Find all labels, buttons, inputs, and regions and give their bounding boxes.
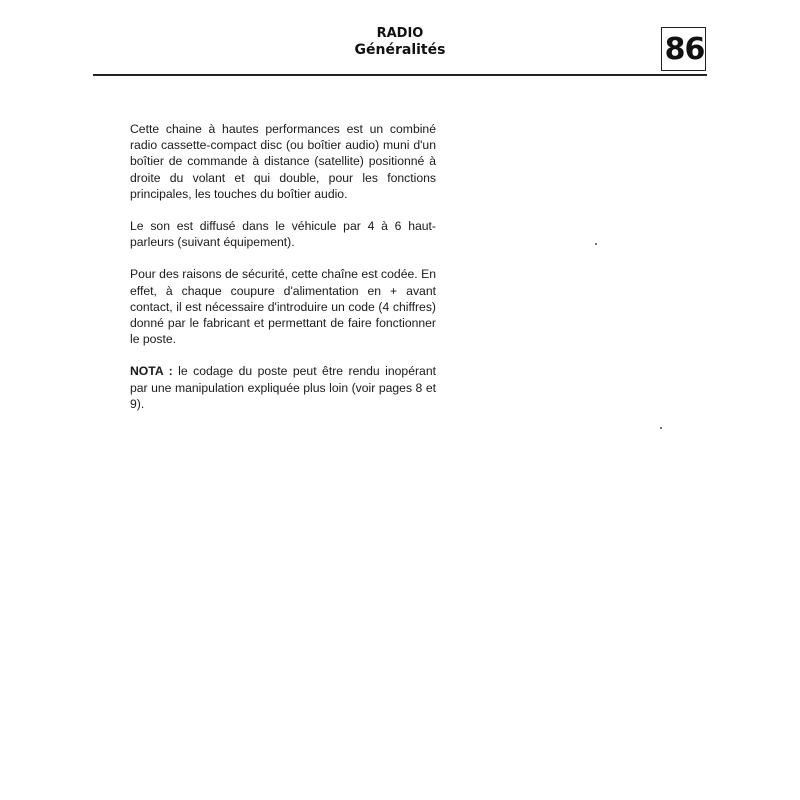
page-number-box: [661, 27, 706, 71]
body-text: [130, 121, 436, 428]
section-subtitle: Généralités: [354, 42, 446, 58]
paragraph-security: Pour des raisons de sécurité, cette chaîne est codée. En effet, à chaque coupure d'alimentation en + avant contact, il est nécessaire d'introduire un code (4 chiffres) donné par le fabricant et permettant de faire fonctionner le poste.: [130, 267, 436, 347]
header-rule: [93, 74, 707, 76]
page-header: [0, 0, 800, 80]
page-title: [300, 25, 500, 59]
scan-speck: [660, 427, 662, 429]
scan-speck: [595, 243, 597, 245]
section-title: RADIO: [376, 26, 424, 41]
page-number: 86: [664, 32, 705, 67]
nota-label: NOTA :: [130, 364, 173, 379]
paragraph-intro: Cette chaine à hautes performances est un combiné radio cassette-compact disc (ou boîtier audio) muni d'un boîtier de commande à distance (satellite) positionné à droite du volant et qui double, pour les fonctions principales, les touches du boîtier audio.: [130, 122, 436, 201]
paragraph-speakers: Le son est diffusé dans le véhicule par 4 à 6 haut-parleurs (suivant équipement).: [130, 219, 436, 250]
nota-text: le codage du poste peut être rendu inopérant par une manipulation expliquée plus loin (voir pages 8 et 9).: [130, 364, 436, 411]
nota-paragraph: [130, 363, 436, 412]
